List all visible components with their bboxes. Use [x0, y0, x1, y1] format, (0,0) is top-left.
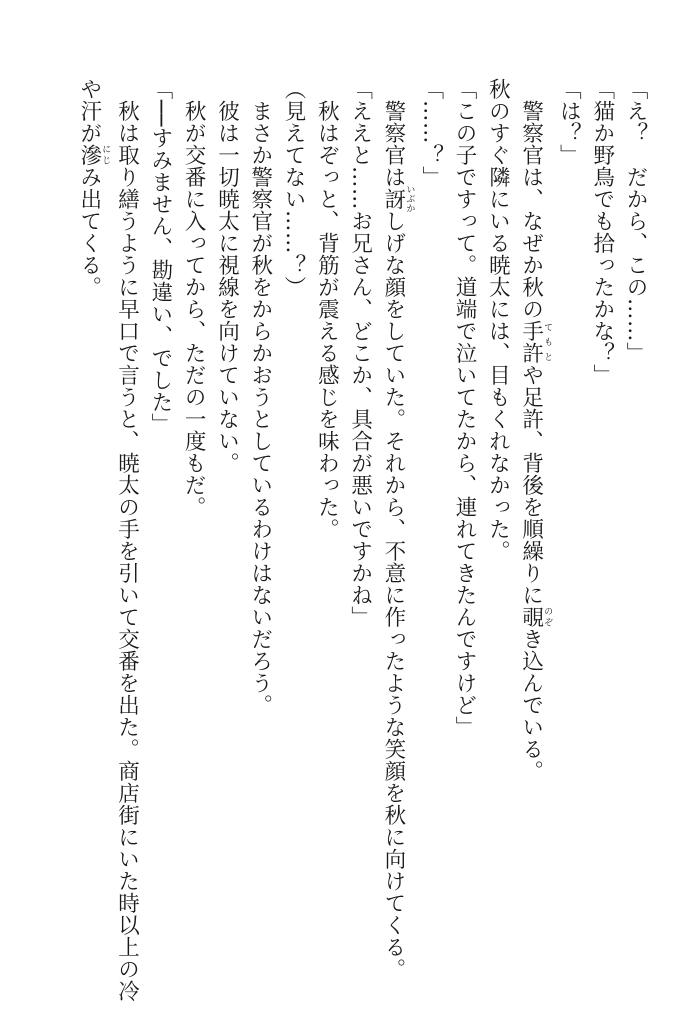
text-line: （見えてない……？） — [281, 78, 307, 298]
ruby-base: 覗 — [518, 606, 544, 628]
text-line — [377, 78, 415, 978]
text-segment: き込んでいる。 — [518, 628, 544, 782]
text-line: 「……？」 — [418, 78, 444, 188]
text-segment: 警察官は — [380, 78, 406, 188]
ruby-word — [380, 184, 415, 214]
ruby-base: 滲 — [76, 144, 102, 166]
text-segment: み出てくる。 — [76, 166, 102, 298]
text-line: 「この子ですって。道端で泣いてたから、連れてきたんですけど」 — [452, 78, 478, 738]
text-line: 「え？ だから、この……」 — [623, 78, 648, 364]
text-line: 「──すみません、勘違い、でした」 — [147, 78, 173, 435]
ruby-reading: いぶか — [404, 184, 415, 214]
text-segment: しげな顔をしていた。それから、不意に作ったような笑顔を秋に向けてくる。 — [380, 210, 406, 980]
ruby-word — [518, 320, 553, 364]
text-segment: や足許、背後を順繰りに — [518, 364, 544, 606]
text-line: 彼は一切暁太に視線を向けていない。 — [214, 78, 240, 474]
text-line: まさか警察官が秋をからかおうとしているわけはないだろう。 — [247, 78, 273, 716]
vertical-text-body — [72, 78, 652, 1002]
text-line — [72, 78, 110, 978]
ruby-base: 手許 — [518, 320, 544, 364]
text-line: 「ええと……お兄さん、どこか、具合が悪いですかね」 — [347, 78, 373, 628]
ruby-reading: のぞ — [542, 606, 553, 628]
text-line: 秋はぞっと、背筋が震える感じを味わった。 — [314, 78, 340, 540]
text-line — [514, 78, 552, 978]
ruby-word — [76, 144, 111, 166]
text-line: 秋が交番に入ってから、ただの一度もだ。 — [181, 78, 207, 518]
text-line: 「猫か野鳥でも拾ったかな？」 — [589, 78, 615, 386]
text-line: 秋は取り繕うように早口で言うと、暁太の手を引いて交番を出た。商店街にいた時以上の冷 — [114, 78, 140, 1002]
ruby-reading: にじ — [100, 144, 111, 166]
text-segment: 警察官は、なぜか秋の — [518, 78, 544, 320]
text-line: 「は？」 — [556, 78, 582, 166]
text-line: 秋のすぐ隣にいる暁太には、目もくれなかった。 — [485, 78, 511, 562]
text-segment: や汗が — [76, 78, 102, 144]
ruby-reading: てもと — [542, 320, 553, 364]
ruby-base: 訝 — [380, 184, 406, 214]
ruby-word — [518, 606, 553, 628]
